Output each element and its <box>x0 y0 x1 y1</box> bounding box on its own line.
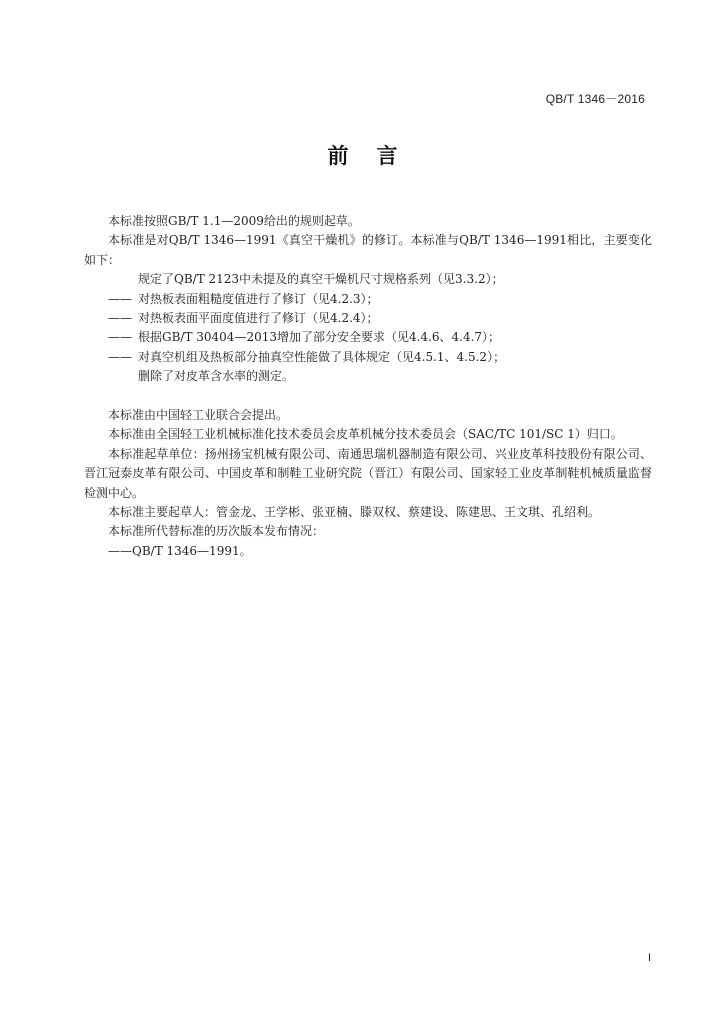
intro-paragraph-1: 本标准按照GB/T 1.1—2009给出的规则起草。 <box>108 214 360 228</box>
change-item-text: 对热板表面粗糙度值进行了修订（见4.2.3）； <box>138 291 379 306</box>
change-item-text: 对热板表面平面度值进行了修订（见4.2.4）； <box>138 311 379 326</box>
change-item-text: 对真空机组及热板部分抽真空性能做了具体规定（见4.5.1、4.5.2）； <box>138 349 506 364</box>
standard-code: QB/T 1346－2016 <box>545 92 645 106</box>
list-dash: —— <box>108 291 132 306</box>
intro-paragraph-2: 本标准是对QB/T 1346—1991《真空干燥机》的修订。本标准与QB/T 1346—1991相比，主要变化如下： <box>84 233 652 267</box>
change-item <box>84 328 652 347</box>
list-dash: —— <box>108 349 132 364</box>
change-item <box>84 270 652 289</box>
change-item-text: 规定了QB/T 2123中未提及的真空干燥机尺寸规格系列（见3.3.2）； <box>138 272 504 287</box>
page-number: I <box>647 952 651 964</box>
change-item <box>84 290 652 309</box>
change-item <box>84 348 652 367</box>
change-item <box>84 309 652 328</box>
history-item: ——QB/T 1346—1991。 <box>108 543 252 558</box>
proposed-by-paragraph: 本标准由中国轻工业联合会提出。 <box>108 408 289 423</box>
list-dash: —— <box>108 330 132 345</box>
paragraph-spacer <box>84 387 652 406</box>
page-title: 前言 <box>327 144 426 168</box>
document-body <box>84 212 652 561</box>
change-item <box>84 367 652 386</box>
change-item-text: 根据GB/T 30404—2013增加了部分安全要求（见4.4.6、4.4.7）； <box>138 330 501 345</box>
drafting-units-paragraph: 本标准起草单位：扬州扬宝机械有限公司、南通思瑞机器制造有限公司、兴业皮革科技股份有限公司、晋江冠泰皮革有限公司、中国皮革和制鞋工业研究院（晋江）有限公司、国家轻工业皮革制鞋机械质量监督检测中心。 <box>84 446 652 500</box>
drafters-paragraph: 本标准主要起草人：管金龙、王学彬、张亚楠、滕双权、蔡建设、陈建思、王文琪、孔绍利。 <box>108 505 601 520</box>
change-item-text: 删除了对皮革含水率的测定。 <box>138 369 295 384</box>
managed-by-paragraph: 本标准由全国轻工业机械标准化技术委员会皮革机械分技术委员会（SAC/TC 101/SC 1）归口。 <box>108 427 623 442</box>
history-intro-paragraph: 本标准所代替标准的历次版本发布情况： <box>108 524 325 539</box>
list-dash: —— <box>108 311 132 326</box>
